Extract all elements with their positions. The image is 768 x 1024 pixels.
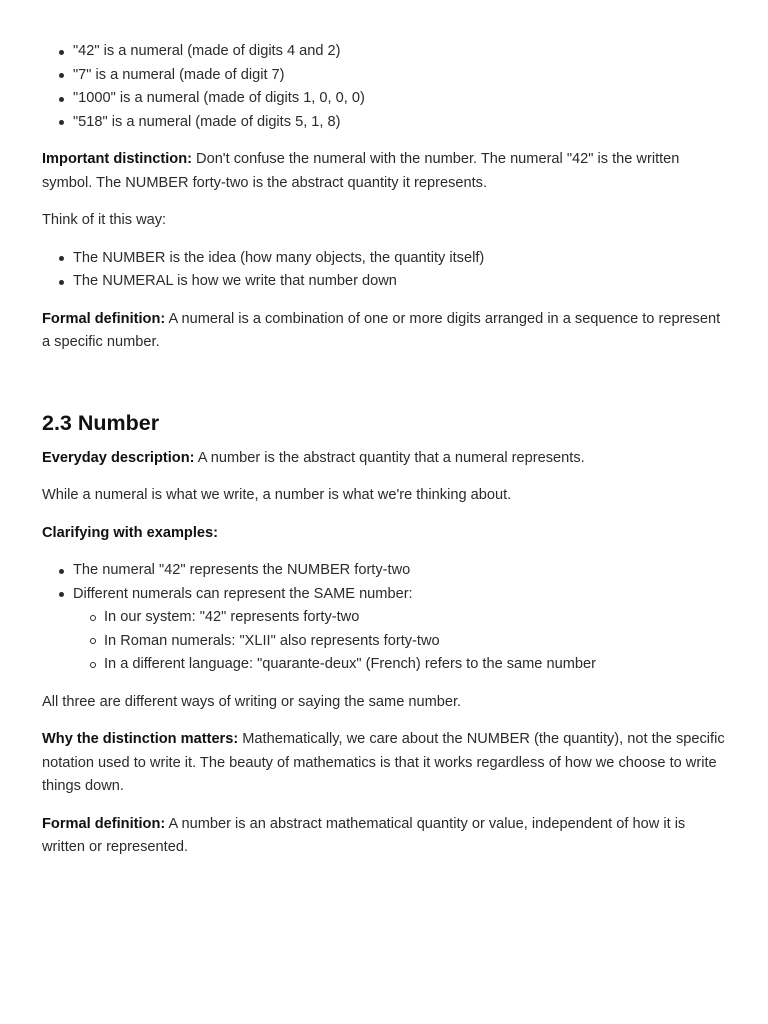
- why-matters-label: Why the distinction matters:: [42, 731, 239, 747]
- list-item: [73, 583, 726, 677]
- important-distinction-label: Important distinction:: [42, 151, 192, 167]
- numeral-examples-list: [42, 40, 726, 134]
- formal-definition-text: A number is an abstract mathematical quantity or value, independent of how it is written or represented.: [42, 815, 686, 855]
- everyday-description-paragraph: [42, 447, 726, 471]
- formal-definition-label: Formal definition:: [42, 310, 166, 327]
- sub-list: [73, 606, 726, 677]
- important-distinction-text: Don't confuse the numeral with the number. The numeral "42" is the written symbol. The NUMBER forty-two is the abstract quantity it represents.: [42, 151, 680, 191]
- section-heading: 2.3 Number: [42, 410, 160, 435]
- clarifying-heading-label: Clarifying with examples:: [42, 524, 218, 541]
- list-item-text: Different numerals can represent the SAME number:: [73, 585, 413, 602]
- clarifying-heading: [42, 522, 726, 546]
- sub-list-item: In Roman numerals: "XLII" also represents forty-two: [104, 630, 726, 654]
- while-numeral-paragraph: While a numeral is what we write, a number is what we're thinking about.: [42, 487, 512, 503]
- important-distinction-paragraph: [42, 148, 726, 195]
- think-of-it-paragraph: Think of it this way:: [42, 212, 167, 228]
- numeral-formal-definition-paragraph: [42, 308, 726, 355]
- everyday-description-label: Everyday description:: [42, 449, 195, 466]
- formal-definition-label: Formal definition:: [42, 815, 166, 832]
- why-matters-text: Mathematically, we care about the NUMBER (the quantity), not the specific notation used to write it. The beauty of mathematics is that it works regardless of how we choose to write things down.: [42, 731, 725, 794]
- list-item: "42" is a numeral (made of digits 4 and 2): [73, 40, 726, 64]
- list-item: "518" is a numeral (made of digits 5, 1, 8): [73, 111, 726, 135]
- list-item: "7" is a numeral (made of digit 7): [73, 64, 726, 88]
- list-item: The numeral "42" represents the NUMBER forty-two: [73, 559, 726, 583]
- everyday-description-text: A number is the abstract quantity that a numeral represents.: [194, 449, 585, 466]
- clarifying-list: [42, 559, 726, 677]
- formal-definition-text: A numeral is a combination of one or more digits arranged in a sequence to represent a specific number.: [42, 310, 721, 350]
- number-formal-definition-paragraph: [42, 813, 726, 860]
- number-vs-numeral-list: [42, 247, 726, 294]
- sub-list-item: In our system: "42" represents forty-two: [104, 606, 726, 630]
- list-item: "1000" is a numeral (made of digits 1, 0, 0, 0): [73, 87, 726, 111]
- list-item: The NUMBER is the idea (how many objects, the quantity itself): [73, 247, 726, 271]
- why-matters-paragraph: [42, 728, 726, 799]
- all-three-paragraph: All three are different ways of writing or saying the same number.: [42, 693, 462, 710]
- list-item: The NUMERAL is how we write that number down: [73, 270, 726, 294]
- sub-list-item: In a different language: "quarante-deux" (French) refers to the same number: [104, 653, 726, 677]
